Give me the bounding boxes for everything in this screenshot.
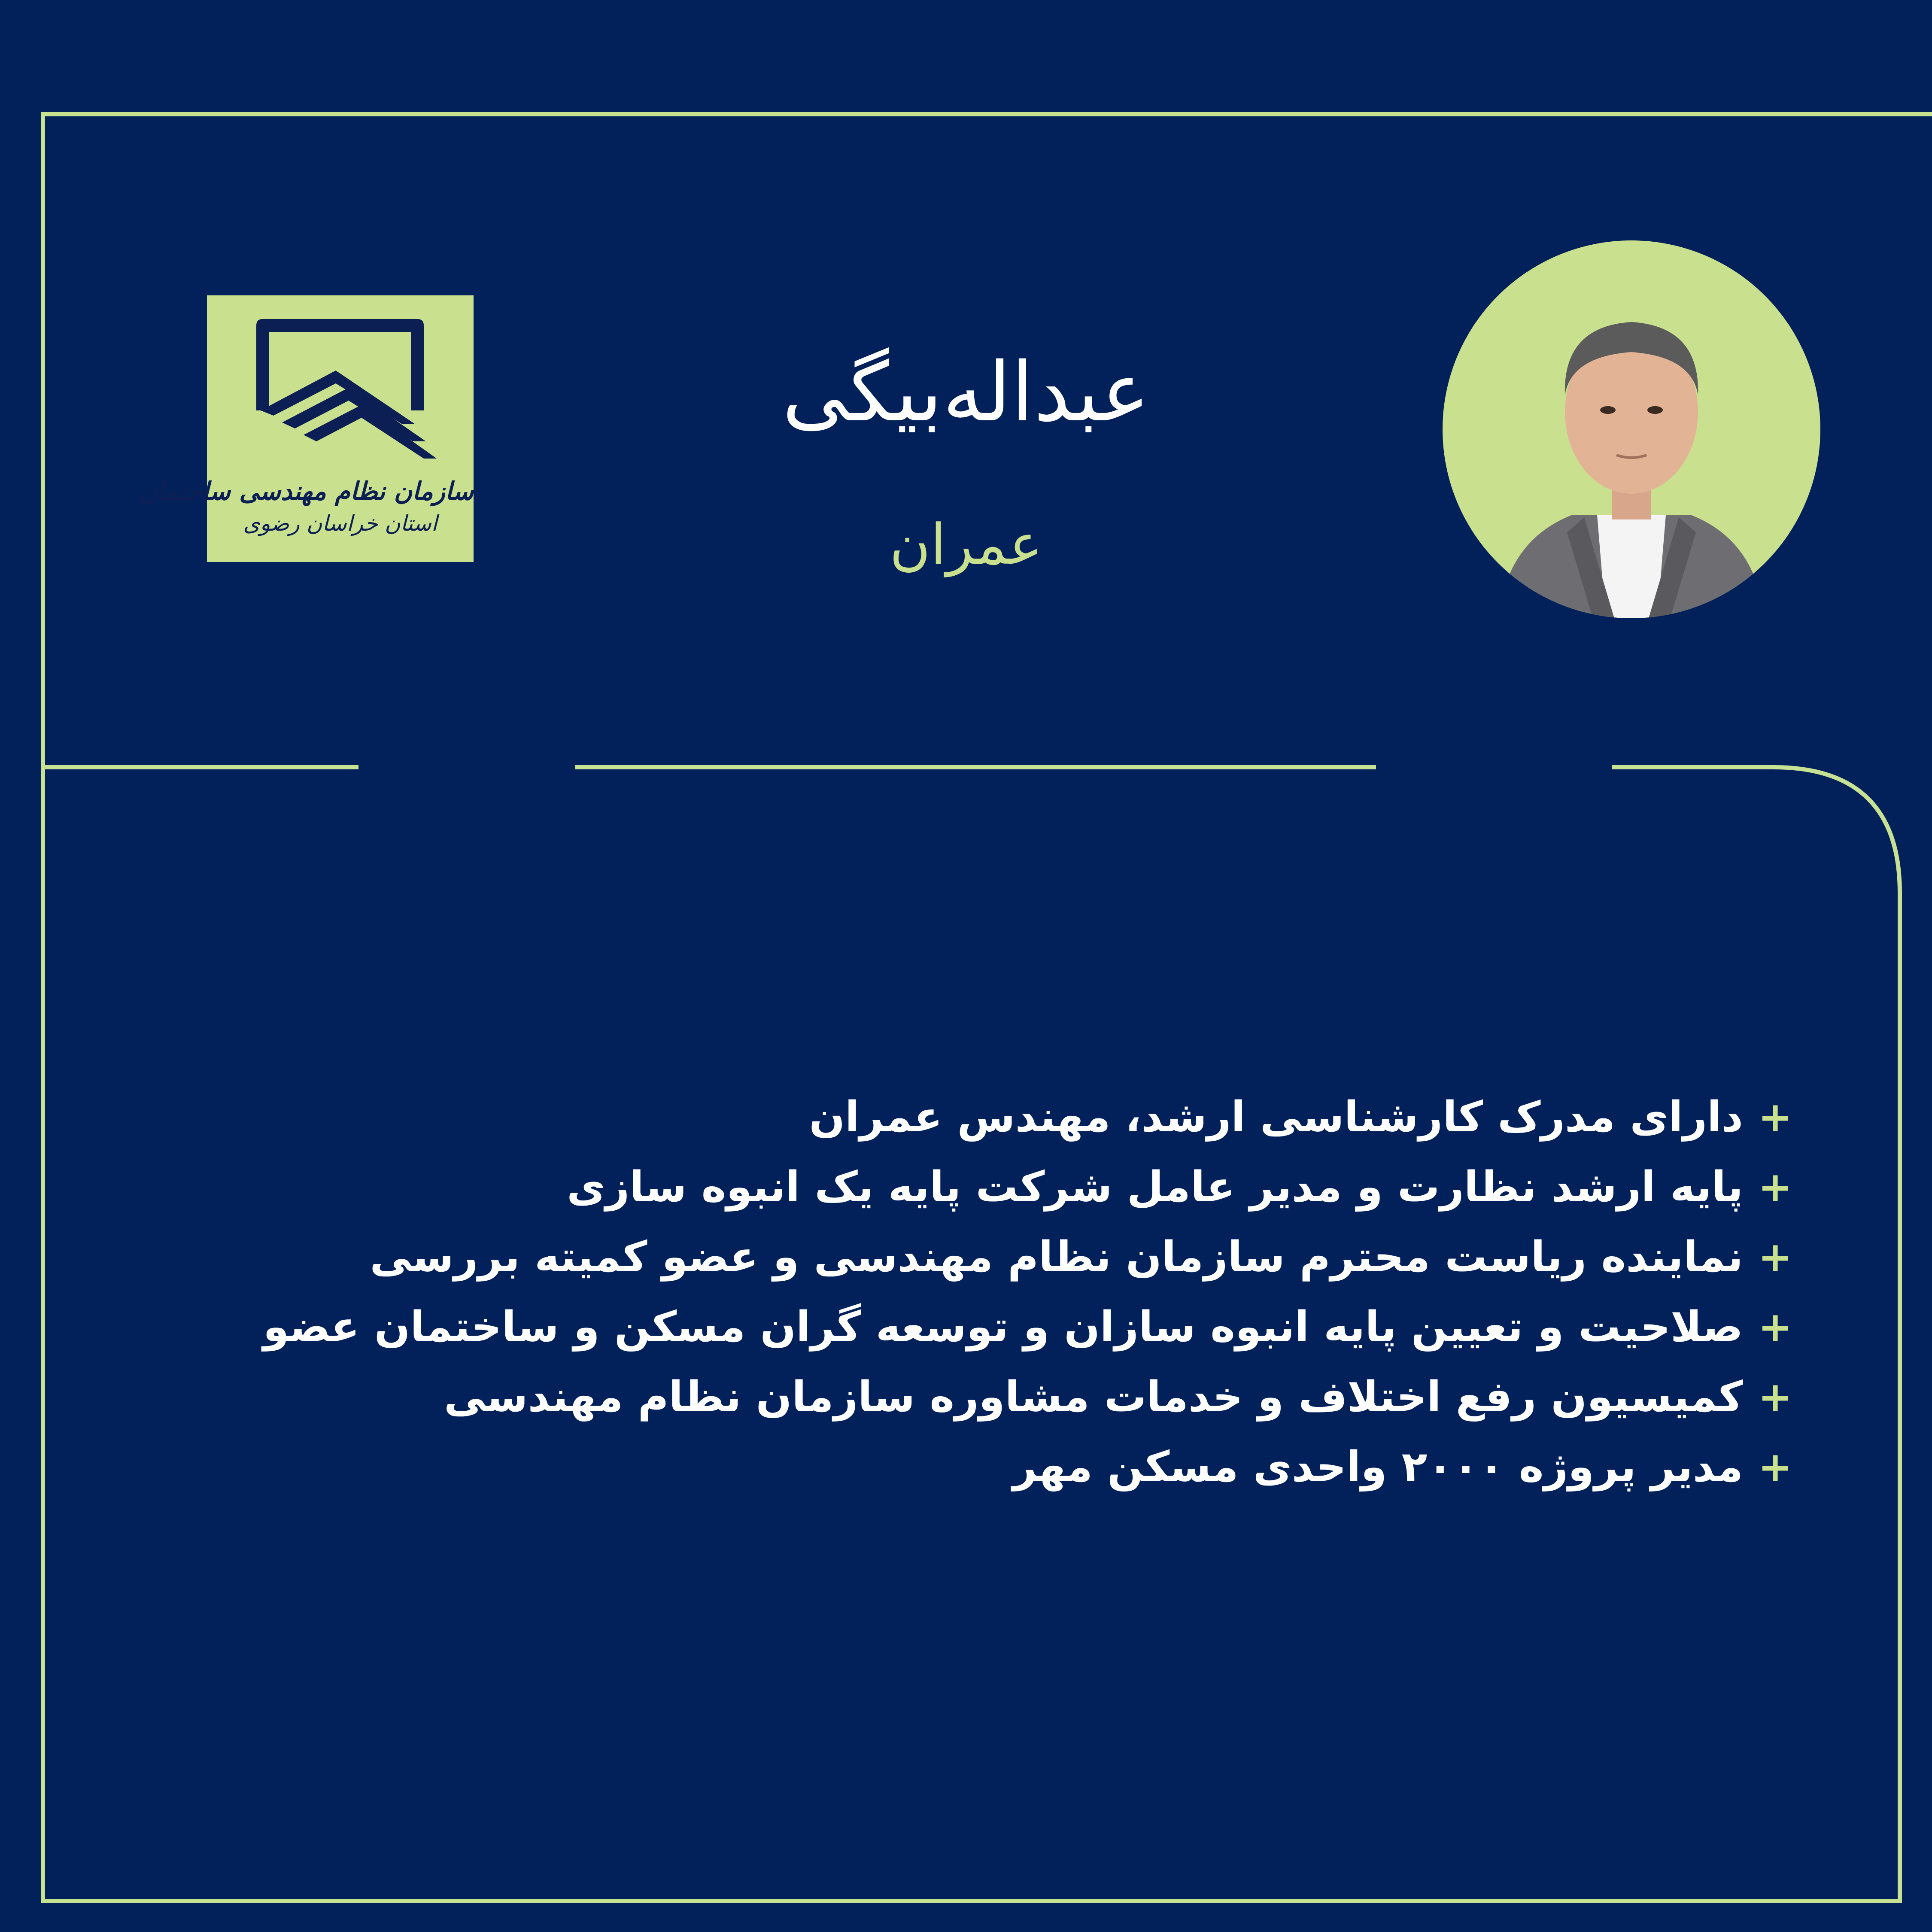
qualifications-list	[120, 1082, 1795, 1502]
list-item-text: دارای مدرک کارشناسی ارشد، مهندس عمران	[809, 1092, 1743, 1142]
organization-logo	[139, 295, 474, 562]
list-item	[120, 1292, 1795, 1362]
logo-text-province: استان خراسان رضوی	[243, 511, 437, 536]
list-item	[120, 1222, 1795, 1292]
list-item-text: مدیر پروژه ۲۰۰۰ واحدی مسکن مهر	[1012, 1442, 1743, 1492]
plus-icon: +	[1758, 1443, 1793, 1491]
list-item-text: نماینده ریاست محترم سازمان نظام مهندسی و عضو کمیته بررسی	[370, 1232, 1743, 1282]
plus-icon: +	[1758, 1303, 1793, 1351]
list-item-text: پایه ارشد نظارت و مدیر عامل شرکت پایه یک انبوه سازی	[567, 1162, 1743, 1212]
person-field: عمران	[889, 512, 1043, 577]
list-item	[120, 1152, 1795, 1222]
list-item-text: صلاحیت و تعیین پایه انبوه سازان و توسعه گران مسکن و ساختمان عضو	[263, 1302, 1743, 1352]
list-item	[120, 1432, 1795, 1502]
plus-icon: +	[1758, 1093, 1793, 1141]
list-item-text: کمیسیون رفع اختلاف و خدمات مشاوره سازمان نظام مهندسی	[444, 1372, 1743, 1422]
avatar	[1443, 240, 1820, 618]
plus-icon: +	[1758, 1373, 1793, 1421]
plus-icon: +	[1758, 1233, 1793, 1281]
person-portrait-icon	[1443, 240, 1820, 618]
person-name: عبداله‌بیگی	[782, 345, 1150, 440]
logo-text-organization: سازمان نظام مهندسی ساختمان	[139, 477, 474, 506]
list-item	[120, 1362, 1795, 1432]
list-item	[120, 1082, 1795, 1152]
plus-icon: +	[1758, 1163, 1793, 1211]
